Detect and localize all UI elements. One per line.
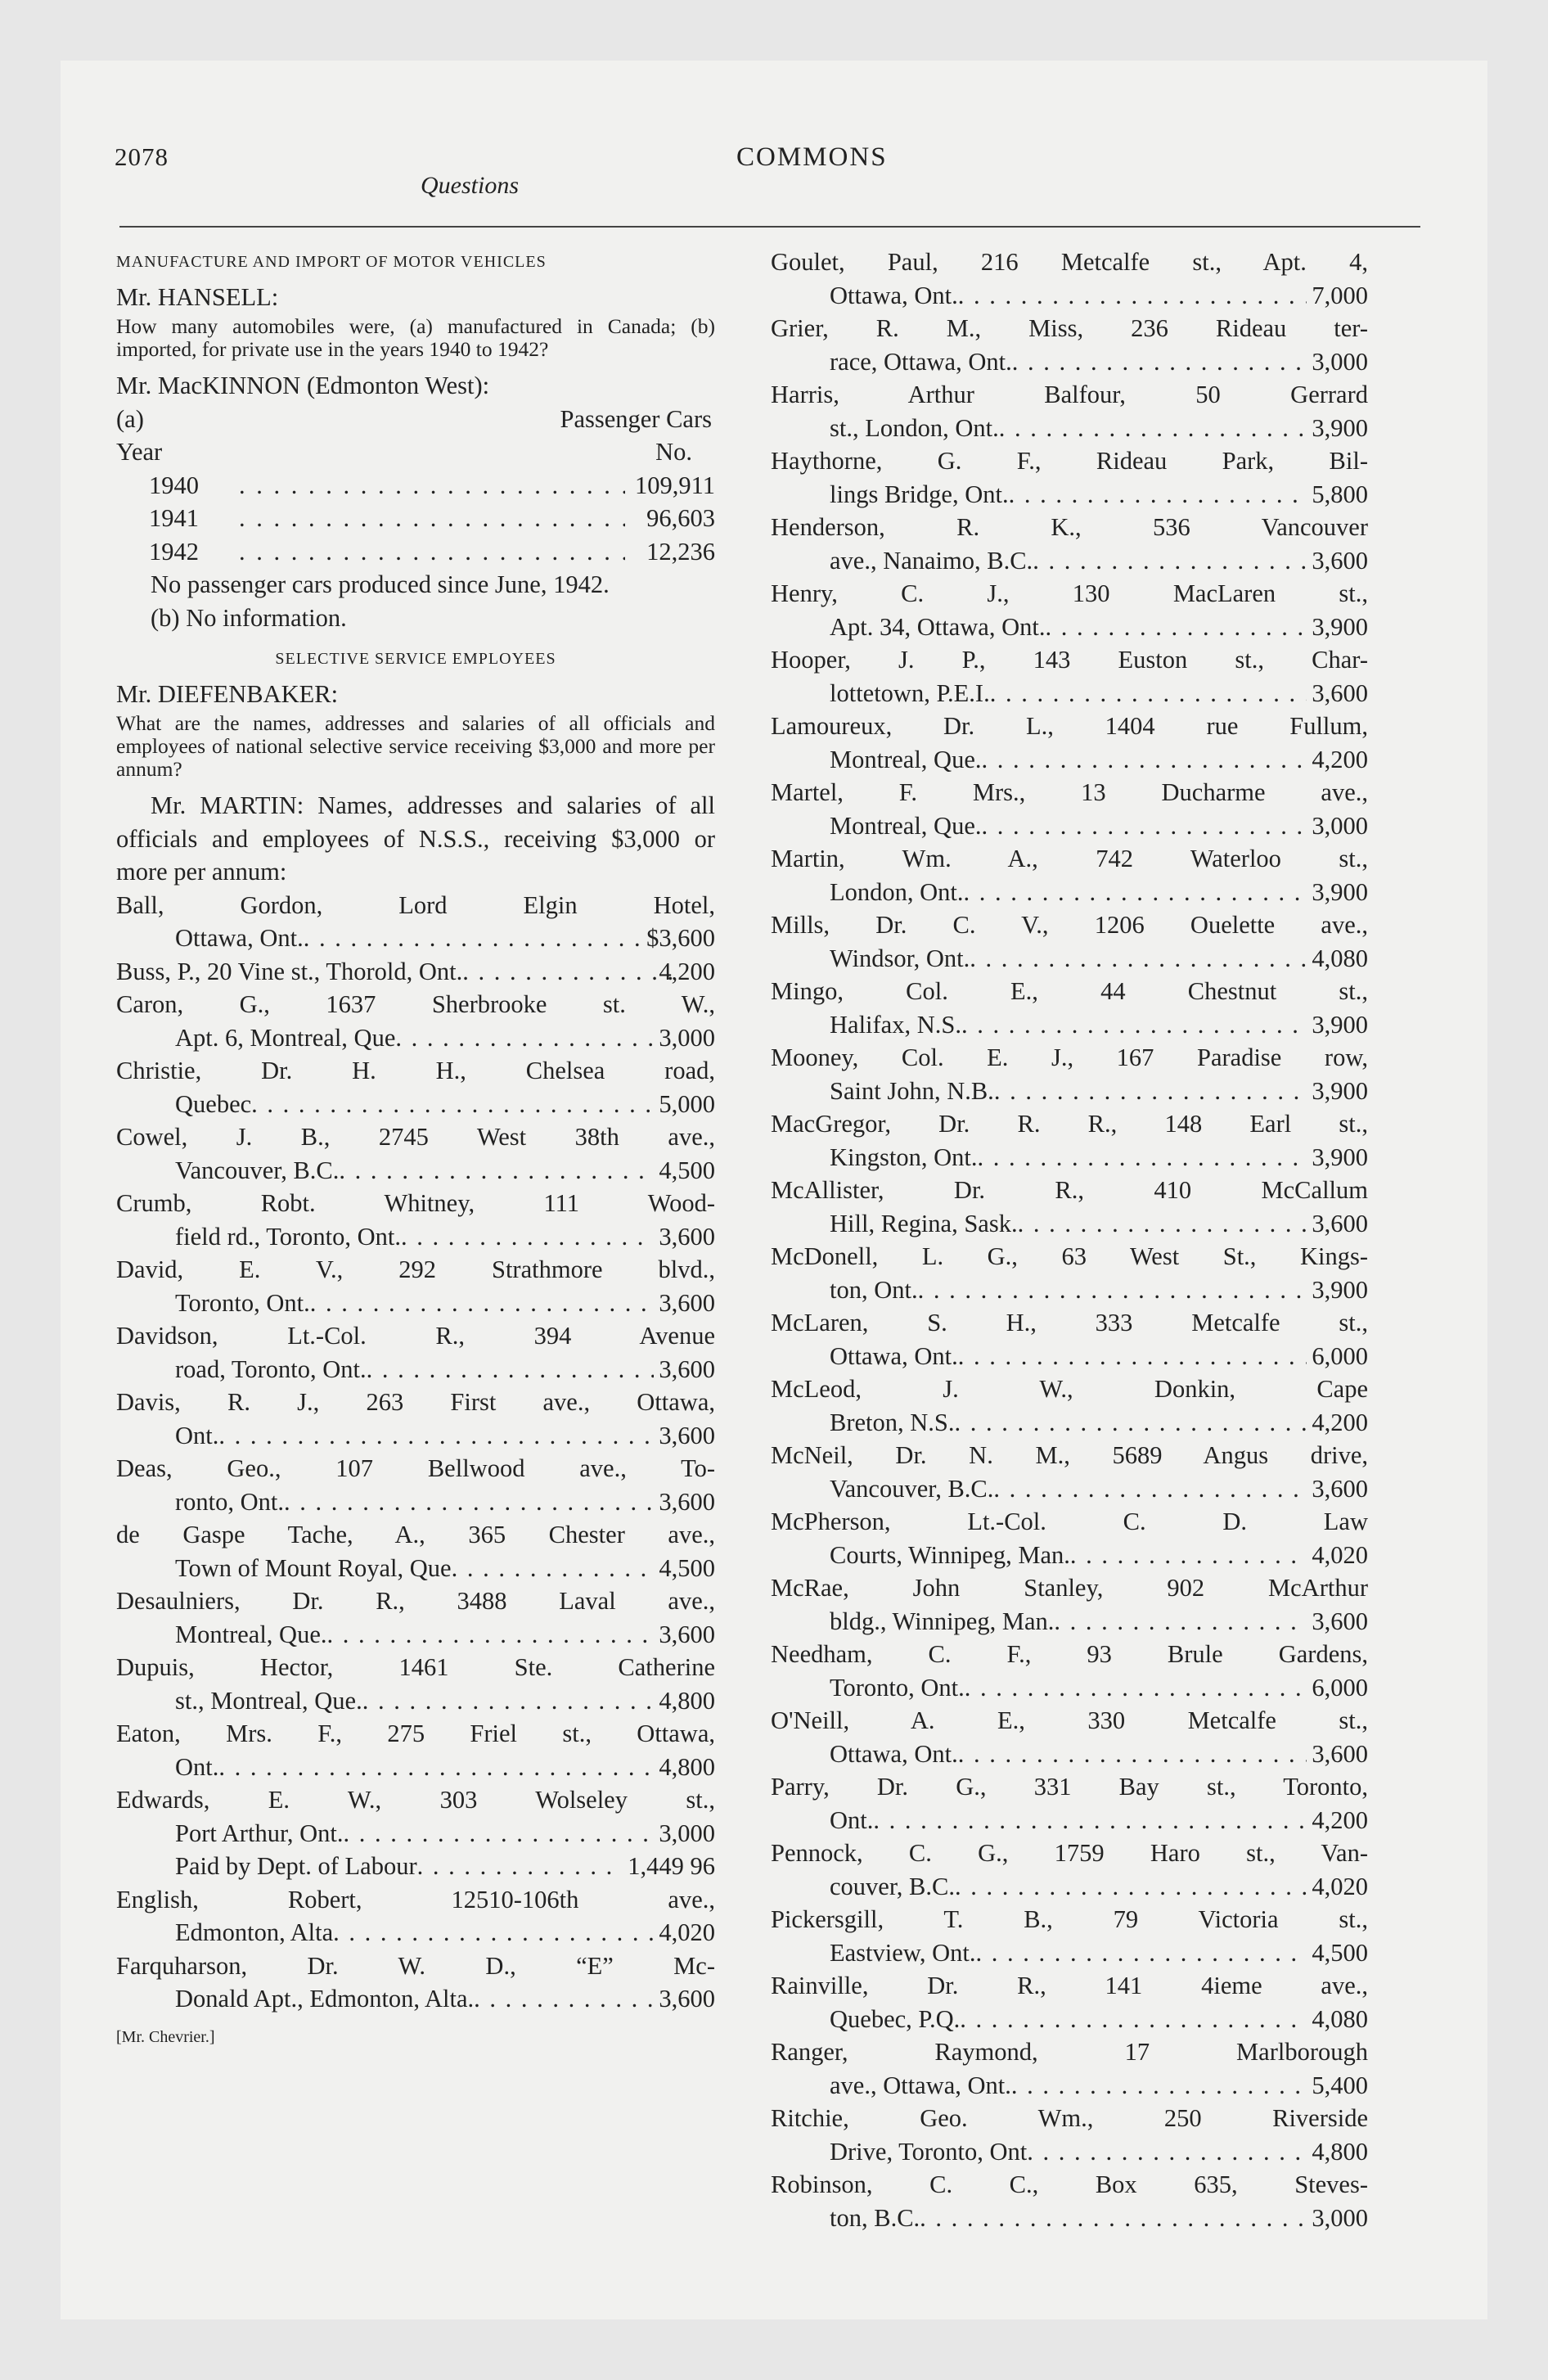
entry-salary: 3,900 — [1312, 1275, 1368, 1304]
list-item — [771, 2102, 1368, 2168]
entry-address: Hill, Regina, Sask. — [830, 1209, 1018, 1237]
list-item — [116, 1120, 715, 1187]
entry-address: Apt. 6, Montreal, Que — [175, 1023, 396, 1052]
entry-name-line: McNeil, Dr. N. M., 5689 Angus drive, — [771, 1441, 1368, 1469]
entry-salary: 3,600 — [659, 1288, 715, 1317]
entry-salary: 4,020 — [659, 1918, 715, 1946]
entry-name-line: Mills, Dr. C. V., 1206 Ouelette ave., — [771, 911, 1368, 939]
entry-name-line: Pennock, C. G., 1759 Haro st., Van- — [771, 1839, 1368, 1867]
list-item — [771, 643, 1368, 710]
answer-text: Mr. MARTIN: Names, addresses and salaries of all officials and employees of N.S.S., receiving $3,000 or more per annum: — [116, 791, 715, 886]
list-item — [771, 246, 1368, 312]
entry-name-line: McDonell, L. G., 63 West St., Kings- — [771, 1242, 1368, 1270]
entry-address: race, Ottawa, Ont. — [830, 347, 1012, 376]
entry-salary: 3,900 — [1312, 1010, 1368, 1039]
question-text: What are the names, addresses and salaries of all officials and employees of national selective service receiving $3,000 and more per annum? — [116, 711, 715, 781]
entry-address: ton, Ont. — [830, 1275, 918, 1304]
entry-salary: 3,600 — [659, 1620, 715, 1648]
entry-name-line: Robinson, C. C., Box 635, Steves- — [771, 2170, 1368, 2198]
list-item — [771, 1903, 1368, 1969]
production-table — [116, 403, 715, 569]
entry-name-line: McRae, John Stanley, 902 McArthur — [771, 1574, 1368, 1602]
list-item — [771, 1969, 1368, 2035]
entry-address: Halifax, N.S. — [830, 1010, 961, 1039]
entry-salary: 3,900 — [1312, 1076, 1368, 1105]
page — [61, 61, 1487, 2319]
entry-address: lottetown, P.E.I. — [830, 678, 990, 707]
list-item — [116, 889, 715, 955]
left-column — [116, 246, 715, 2053]
entry-salary: $3,600 — [646, 924, 715, 952]
entry-name-line: Martel, F. Mrs., 13 Ducharme ave., — [771, 778, 1368, 806]
entry-address: Edmonton, Alta — [175, 1918, 334, 1946]
entry-salary: 4,200 — [1312, 745, 1368, 773]
entry-address: lings Bridge, Ont. — [830, 480, 1009, 508]
list-item — [116, 1518, 715, 1584]
entry-address: Breton, N.S. — [830, 1408, 955, 1436]
entry-name-line: McPherson, Lt.-Col. C. D. Law — [771, 1508, 1368, 1535]
entry-salary: 4,800 — [1312, 2137, 1368, 2166]
year-cell: 1941 — [149, 504, 199, 532]
entry-address: Ottawa, Ont. — [830, 1739, 958, 1768]
entry-salary: 4,500 — [659, 1156, 715, 1184]
note: (b) No information. — [151, 603, 347, 632]
entry-salary: 4,800 — [659, 1686, 715, 1715]
entry-name-line: Mingo, Col. E., 44 Chestnut st., — [771, 977, 1368, 1005]
entry-salary: 3,600 — [659, 1355, 715, 1383]
list-item — [771, 1439, 1368, 1505]
entry-address: Ottawa, Ont. — [830, 281, 958, 309]
entry-address: couver, B.C. — [830, 1872, 955, 1900]
entry-salary: 3,000 — [659, 1819, 715, 1847]
list-item — [771, 1306, 1368, 1373]
entry-address: Town of Mount Royal, Que — [175, 1553, 452, 1582]
entry-salary: 3,000 — [1312, 811, 1368, 840]
entry-salary: 5,000 — [659, 1089, 715, 1118]
list-item — [771, 1373, 1368, 1439]
table-header: No. — [655, 438, 692, 466]
entry-address: Drive, Toronto, Ont — [830, 2137, 1028, 2166]
note: No passenger cars produced since June, 1942. — [151, 570, 610, 598]
entry-text: Paid by Dept. of Labour — [175, 1852, 417, 1880]
entry-salary: 5,400 — [1312, 2071, 1368, 2099]
list-item — [116, 1651, 715, 1717]
entry-salary: 3,600 — [1312, 546, 1368, 575]
speaker: Mr. DIEFENBAKER: — [116, 679, 339, 708]
list-item — [771, 511, 1368, 577]
question-text: How many automobiles were, (a) manufactured in Canada; (b) imported, for private use in the years 1940 to 1942? — [116, 314, 715, 361]
list-item — [116, 955, 715, 989]
list-item — [771, 1174, 1368, 1240]
list-item — [771, 776, 1368, 842]
list-item — [771, 975, 1368, 1041]
entry-address: st., London, Ont. — [830, 413, 999, 442]
entry-name-line: Farquharson, Dr. W. D., “E” Mc- — [116, 1951, 715, 1980]
table-row — [116, 469, 715, 503]
list-item — [771, 1041, 1368, 1107]
table-label: (a) — [116, 404, 144, 433]
entry-salary: 6,000 — [1312, 1341, 1368, 1370]
entry-address: road, Toronto, Ont. — [175, 1355, 367, 1383]
entry-name-line: O'Neill, A. E., 330 Metcalfe st., — [771, 1706, 1368, 1734]
entry-salary: 3,600 — [1312, 1209, 1368, 1237]
list-item — [771, 1571, 1368, 1638]
entry-salary: 4,500 — [1312, 1938, 1368, 1967]
entry-name-line: Eaton, Mrs. F., 275 Friel st., Ottawa, — [116, 1720, 715, 1747]
entry-name-line: Crumb, Robt. Whitney, 111 Wood- — [116, 1189, 715, 1217]
list-item — [771, 2035, 1368, 2102]
entry-address: Buss, P., 20 Vine st., Thorold, Ont. — [116, 957, 463, 985]
entry-name-line: Dupuis, Hector, 1461 Ste. Catherine — [116, 1653, 715, 1681]
entry-salary: 3,900 — [1312, 413, 1368, 442]
entry-salary: 3,600 — [659, 1421, 715, 1449]
entry-address: ronto, Ont. — [175, 1487, 285, 1516]
entry-address: Ottawa, Ont. — [175, 924, 304, 952]
entry-address: st., Montreal, Que. — [175, 1686, 362, 1715]
list-item — [771, 1107, 1368, 1174]
page-number: 2078 — [115, 142, 169, 171]
entry-salary: 4,800 — [659, 1752, 715, 1781]
entry-name-line: English, Robert, 12510-106th ave., — [116, 1885, 715, 1913]
entry-name-line: Parry, Dr. G., 331 Bay st., Toronto, — [771, 1773, 1368, 1801]
table-header: Year — [116, 438, 163, 466]
entry-address: Montreal, Que. — [175, 1620, 327, 1648]
speaker: Mr. MacKINNON (Edmonton West): — [116, 372, 490, 399]
list-item — [116, 1850, 715, 1883]
entry-name-line: David, E. V., 292 Strathmore blvd., — [116, 1255, 715, 1283]
entry-salary: 4,080 — [1312, 944, 1368, 972]
page-subtitle: Questions — [421, 172, 519, 199]
entry-salary: 1,449 96 — [628, 1852, 715, 1880]
list-item — [771, 908, 1368, 975]
entry-name-line: Goulet, Paul, 216 Metcalfe st., Apt. 4, — [771, 248, 1368, 276]
entry-name-line: Ball, Gordon, Lord Elgin Hotel, — [116, 890, 715, 919]
list-item — [116, 1783, 715, 1850]
entry-address: bldg., Winnipeg, Man. — [830, 1607, 1055, 1635]
section-heading: SELECTIVE SERVICE EMPLOYEES — [275, 650, 556, 668]
entry-salary: 3,600 — [1312, 1739, 1368, 1768]
entry-salary: 4,020 — [1312, 1872, 1368, 1900]
entry-address: Toronto, Ont. — [830, 1673, 965, 1702]
entry-salary: 6,000 — [1312, 1673, 1368, 1702]
right-column — [771, 246, 1368, 2234]
entry-name-line: Haythorne, G. F., Rideau Park, Bil- — [771, 447, 1368, 475]
entry-address: Ont. — [175, 1421, 219, 1449]
list-item — [116, 1584, 715, 1651]
entry-address: Toronto, Ont. — [175, 1288, 310, 1317]
entry-salary: 4,200 — [1312, 1408, 1368, 1436]
section-heading: MANUFACTURE AND IMPORT OF MOTOR VEHICLES — [116, 253, 547, 271]
list-item — [116, 1452, 715, 1518]
list-item — [116, 1386, 715, 1452]
entry-name-line: Rainville, Dr. R., 141 4ieme ave., — [771, 1972, 1368, 1999]
table-row — [116, 535, 715, 569]
list-item — [116, 1883, 715, 1950]
entry-address: Apt. 34, Ottawa, Ont. — [830, 612, 1046, 641]
entry-name-line: Caron, G., 1637 Sherbrooke st. W., — [116, 990, 715, 1018]
entry-address: ton, B.C. — [830, 2203, 920, 2232]
entry-name-line: Martin, Wm. A., 742 Waterloo st., — [771, 845, 1368, 872]
entry-address: Kingston, Ont. — [830, 1143, 978, 1171]
entry-name-line: Henderson, R. K., 536 Vancouver — [771, 513, 1368, 541]
entry-salary: 4,200 — [1312, 1805, 1368, 1834]
list-item — [116, 1253, 715, 1319]
entry-salary: 3,600 — [659, 1985, 715, 2013]
entry-salary: 3,900 — [1312, 612, 1368, 641]
list-item — [771, 378, 1368, 444]
entry-salary: 3,000 — [1312, 2203, 1368, 2232]
entry-name-line: Desaulniers, Dr. R., 3488 Laval ave., — [116, 1587, 715, 1615]
list-item — [116, 1950, 715, 2016]
running-title: COMMONS — [736, 142, 888, 172]
entry-address: ave., Ottawa, Ont. — [830, 2071, 1011, 2099]
entry-name-line: de Gaspe Tache, A., 365 Chester ave., — [116, 1521, 715, 1548]
list-item — [771, 1704, 1368, 1770]
list-item — [116, 1717, 715, 1783]
entry-address: Eastview, Ont. — [830, 1938, 976, 1967]
entry-address: Saint John, N.B. — [830, 1076, 994, 1105]
entry-salary: 3,600 — [659, 1487, 715, 1516]
entry-name-line: Mooney, Col. E. J., 167 Paradise row, — [771, 1044, 1368, 1071]
list-item — [116, 1319, 715, 1386]
entry-address: Quebec — [175, 1089, 252, 1118]
entry-name-line: Davis, R. J., 263 First ave., Ottawa, — [116, 1388, 715, 1416]
entry-name-line: Cowel, J. B., 2745 West 38th ave., — [116, 1123, 715, 1151]
entry-salary: 3,600 — [1312, 1607, 1368, 1635]
table-header: Passenger Cars — [560, 404, 712, 433]
list-item — [771, 1505, 1368, 1571]
entry-address: Windsor, Ont. — [830, 944, 970, 972]
entry-address: Montreal, Que. — [830, 811, 982, 840]
entry-salary: 3,600 — [1312, 678, 1368, 707]
year-cell: 1942 — [149, 537, 199, 566]
entry-salary: 3,000 — [659, 1023, 715, 1052]
entry-name-line: McLaren, S. H., 333 Metcalfe st., — [771, 1309, 1368, 1336]
entry-address: ave., Nanaimo, B.C. — [830, 546, 1033, 575]
entry-name-line: Harris, Arthur Balfour, 50 Gerrard — [771, 381, 1368, 408]
entry-address: Courts, Winnipeg, Man. — [830, 1540, 1070, 1569]
entry-salary: 3,000 — [1312, 347, 1368, 376]
header-rule — [119, 226, 1420, 228]
entry-name-line: McAllister, Dr. R., 410 McCallum — [771, 1176, 1368, 1204]
footer-note: [Mr. Chevrier.] — [116, 2027, 215, 2046]
entry-name-line: Deas, Geo., 107 Bellwood ave., To- — [116, 1454, 715, 1482]
entry-name-line: Lamoureux, Dr. L., 1404 rue Fullum, — [771, 712, 1368, 740]
entry-name-line: MacGregor, Dr. R. R., 148 Earl st., — [771, 1110, 1368, 1138]
list-item — [771, 1240, 1368, 1306]
list-item — [116, 1187, 715, 1253]
value-cell: 109,911 — [635, 471, 715, 499]
entry-address: Ont. — [175, 1752, 219, 1781]
entry-address: Vancouver, B.C. — [830, 1474, 994, 1503]
entry-name-line: Hooper, J. P., 143 Euston st., Char- — [771, 646, 1368, 674]
entry-salary: 5,800 — [1312, 480, 1368, 508]
entry-address: Montreal, Que. — [830, 745, 982, 773]
list-item — [771, 1638, 1368, 1704]
list-item — [771, 577, 1368, 643]
entry-salary: 4,200 — [659, 957, 715, 985]
list-item — [116, 1054, 715, 1120]
entry-name-line: Needham, C. F., 93 Brule Gardens, — [771, 1640, 1368, 1668]
entry-address: Vancouver, B.C. — [175, 1156, 340, 1184]
list-item — [771, 1770, 1368, 1837]
entry-address: Ont. — [830, 1805, 874, 1834]
entry-salary: 4,020 — [1312, 1540, 1368, 1569]
entry-name-line: Davidson, Lt.-Col. R., 394 Avenue — [116, 1322, 715, 1350]
entry-salary: 3,600 — [1312, 1474, 1368, 1503]
entry-salary: 4,080 — [1312, 2004, 1368, 2033]
entry-address: field rd., Toronto, Ont. — [175, 1222, 402, 1251]
list-item — [771, 444, 1368, 511]
value-cell: 96,603 — [646, 504, 715, 532]
entry-salary: 4,500 — [659, 1553, 715, 1582]
entry-salary: 3,900 — [1312, 1143, 1368, 1171]
entry-address: Quebec, P.Q. — [830, 2004, 961, 2033]
list-item — [771, 842, 1368, 908]
entry-name-line: Ritchie, Geo. Wm., 250 Riverside — [771, 2104, 1368, 2132]
entry-name-line: Edwards, E. W., 303 Wolseley st., — [116, 1786, 715, 1814]
entry-address: Port Arthur, Ont. — [175, 1819, 344, 1847]
list-item — [771, 2168, 1368, 2234]
entry-salary: 3,600 — [659, 1222, 715, 1251]
entry-name-line: McLeod, J. W., Donkin, Cape — [771, 1375, 1368, 1403]
list-item — [771, 1837, 1368, 1903]
entry-name-line: Ranger, Raymond, 17 Marlborough — [771, 2038, 1368, 2066]
speaker: Mr. HANSELL: — [116, 282, 279, 311]
entry-name-line: Henry, C. J., 130 MacLaren st., — [771, 579, 1368, 607]
entry-address: Ottawa, Ont. — [830, 1341, 958, 1370]
year-cell: 1940 — [149, 471, 199, 499]
table-row — [116, 502, 715, 535]
list-item — [771, 312, 1368, 378]
entry-salary: 3,900 — [1312, 877, 1368, 906]
entry-name-line: Christie, Dr. H. H., Chelsea road, — [116, 1057, 715, 1084]
entry-address: Donald Apt., Edmonton, Alta. — [175, 1985, 475, 2013]
entry-name-line: Grier, R. M., Miss, 236 Rideau ter- — [771, 314, 1368, 342]
value-cell: 12,236 — [646, 537, 715, 566]
list-item — [771, 710, 1368, 776]
entry-name-line: Pickersgill, T. B., 79 Victoria st., — [771, 1905, 1368, 1933]
list-item — [116, 988, 715, 1054]
entry-salary: 7,000 — [1312, 281, 1368, 309]
entry-address: London, Ont. — [830, 877, 964, 906]
